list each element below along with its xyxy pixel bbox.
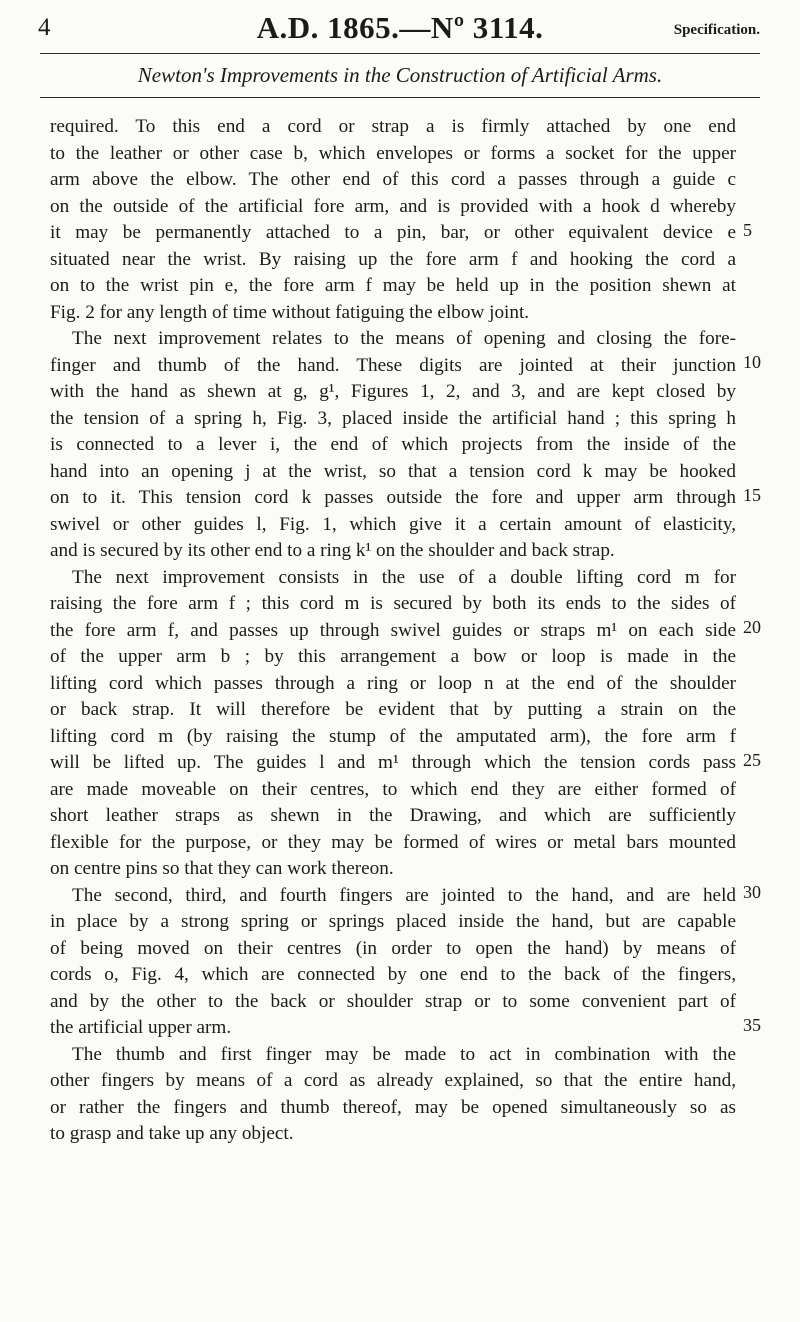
text-line: flexible for the purpose, or they may be formed of wires or metal bars mounted xyxy=(50,831,736,853)
text-line: lifting cord which passes through a ring or loop n at the end of the shoulder xyxy=(50,672,736,694)
text-line: is connected to a lever i, the end of which projects from the inside of the xyxy=(50,434,736,455)
text-line: and is secured by its other end to a ring k¹ on the shoulder and back strap. xyxy=(50,540,615,561)
header-rule-top xyxy=(40,53,760,54)
page-number: 4 xyxy=(38,14,51,41)
text-line: or rather the fingers and thumb thereof, may be opened simultaneously so as xyxy=(50,1096,736,1118)
text-line: the artificial upper arm. xyxy=(50,1017,232,1038)
text-line: other fingers by means of a cord as already explained, so that the entire hand, xyxy=(50,1070,736,1091)
text-line: The next improvement consists in the use of a double lifting cord m for xyxy=(72,566,736,588)
text-line: the fore arm f, and passes up through swivel guides or straps m¹ on each side xyxy=(50,619,736,641)
text-line: on centre pins so that they can work thereon. xyxy=(50,858,394,879)
margin-line-number: 30 xyxy=(743,882,761,902)
text-line: required. To this end a cord or strap a is firmly attached by one end xyxy=(50,116,736,137)
text-line: swivel or other guides l, Fig. 1, which give it a certain amount of elasticity, xyxy=(50,513,736,535)
margin-line-number: 15 xyxy=(743,485,761,505)
margin-line-number: 25 xyxy=(743,750,761,770)
text-line: to the leather or other case b, which envelopes or forms a socket for the upper xyxy=(50,142,736,164)
text-line: or back strap. It will therefore be evident that by putting a strain on the xyxy=(50,699,736,720)
text-line: on to it. This tension cord k passes outside the fore and upper arm through xyxy=(50,487,736,508)
text-line: finger and thumb of the hand. These digits are jointed at their junction xyxy=(50,354,736,376)
text-line: will be lifted up. The guides l and m¹ through which the tension cords pass xyxy=(50,752,736,773)
text-line: cords o, Fig. 4, which are connected by one end to the back of the fingers, xyxy=(50,964,736,985)
text-line: and by the other to the back or shoulder strap or to some convenient part of xyxy=(50,990,736,1012)
text-line: on the outside of the artificial fore arm, and is provided with a hook d whereby xyxy=(50,195,736,217)
text-line: short leather straps as shewn in the Drawing, and which are sufficiently xyxy=(50,805,736,826)
text-line: of the upper arm b ; by this arrangement a bow or loop is made in the xyxy=(50,646,736,667)
text-line: the tension of a spring h, Fig. 3, placed inside the artificial hand ; this spring h xyxy=(50,407,736,429)
text-line: The thumb and first finger may be made to act in combination with the xyxy=(72,1043,736,1065)
text-line: The next improvement relates to the means of opening and closing the fore- xyxy=(72,328,736,349)
text-line: it may be permanently attached to a pin, bar, or other equivalent device e xyxy=(50,222,736,243)
body-text xyxy=(50,114,736,1148)
text-line: are made moveable on their centres, to which end they are either formed of xyxy=(50,778,736,800)
text-line: The second, third, and fourth fingers are jointed to the hand, and are held xyxy=(72,884,736,906)
text-line: hand into an opening j at the wrist, so that a tension cord k may be hooked xyxy=(50,460,736,482)
running-subtitle: Newton's Improvements in the Construction of Artificial Arms. xyxy=(137,63,663,87)
text-line: in place by a strong spring or springs placed inside the hand, but are capable xyxy=(50,911,736,932)
margin-line-number: 35 xyxy=(743,1015,761,1035)
text-line: with the hand as shewn at g, g¹, Figures 1, 2, and 3, and are kept closed by xyxy=(50,381,736,402)
text-line: lifting cord m (by raising the stump of the amputated arm), the fore arm f xyxy=(50,725,736,747)
text-line: situated near the wrist. By raising up the fore arm f and hooking the cord a xyxy=(50,248,736,270)
margin-line-number: 10 xyxy=(743,352,761,372)
document-title: A.D. 1865.—Nº 3114. xyxy=(256,10,544,45)
text-line: of being moved on their centres (in order to open the hand) by means of xyxy=(50,937,736,959)
section-tag: Specification. xyxy=(673,22,760,38)
text-line: Fig. 2 for any length of time without fatiguing the elbow joint. xyxy=(50,301,530,323)
margin-line-number: 5 xyxy=(743,220,752,240)
text-line: to grasp and take up any object. xyxy=(50,1123,294,1144)
text-line: arm above the elbow. The other end of this cord a passes through a guide c xyxy=(50,169,736,190)
text-line: raising the fore arm f ; this cord m is secured by both its ends to the sides of xyxy=(50,593,736,614)
text-line: on to the wrist pin e, the fore arm f may be held up in the position shewn at xyxy=(50,275,736,296)
header-rule-bottom xyxy=(40,97,760,98)
margin-line-number: 20 xyxy=(743,617,761,637)
